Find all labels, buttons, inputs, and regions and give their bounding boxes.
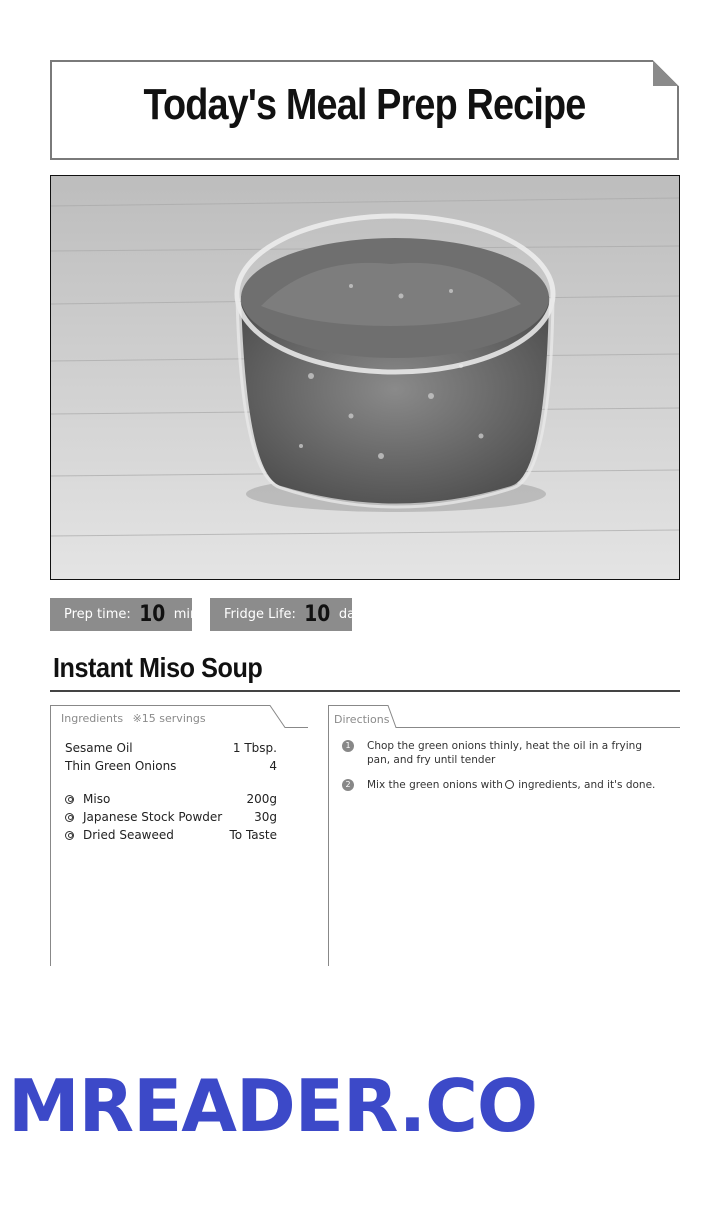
step-text: ingredients, and it's done. <box>518 779 656 791</box>
ingredient-name: Sesame Oil <box>65 741 133 755</box>
ingredients-tab <box>61 712 206 725</box>
watermark: MREADER.CO <box>8 1064 538 1148</box>
ingredient-amount: 30g <box>254 810 277 824</box>
ingredient-name: Dried Seaweed <box>83 828 174 842</box>
title-banner <box>50 60 679 160</box>
ingredient-amount: To Taste <box>229 828 277 842</box>
ingredient-row <box>65 759 277 773</box>
prep-time-label: Prep time: <box>64 607 131 622</box>
double-circle-icon <box>65 795 74 804</box>
direction-step <box>342 739 662 767</box>
ingredient-row <box>65 828 277 842</box>
ingredient-name: Japanese Stock Powder <box>83 810 223 824</box>
ingredients-label: Ingredients <box>61 712 124 725</box>
ingredient-name: Thin Green Onions <box>65 759 177 773</box>
step-number: 1 <box>342 740 354 752</box>
folded-corner <box>653 60 679 86</box>
step-text: Chop the green onions thinly, heat the oil in a frying pan, and fry until tender <box>367 740 642 766</box>
page-title: Today's Meal Prep Recipe <box>143 80 586 129</box>
ingredient-row <box>65 741 277 755</box>
divider <box>50 690 680 692</box>
ingredient-row <box>65 810 277 824</box>
prep-time-unit: min <box>173 607 199 622</box>
servings-label: ※15 servings <box>132 712 206 725</box>
direction-step <box>342 778 662 792</box>
double-circle-icon <box>65 831 74 840</box>
recipe-name: Instant Miso Soup <box>53 652 263 683</box>
recipe-photo <box>50 175 680 580</box>
ingredient-amount: 4 <box>269 759 277 773</box>
prep-time-badge <box>50 598 199 631</box>
fridge-life-badge <box>210 598 370 631</box>
prep-time-value: 10 <box>139 602 166 627</box>
step-text: Mix the green onions with <box>367 779 503 791</box>
ingredient-amount: 200g <box>246 792 277 806</box>
ingredient-name: Miso <box>83 792 111 806</box>
ingredient-row <box>65 792 277 806</box>
directions-tab: Directions <box>334 713 390 726</box>
fridge-life-label: Fridge Life: <box>224 607 296 622</box>
fridge-life-unit: days <box>338 607 370 622</box>
ingredient-amount: 1 Tbsp. <box>232 741 277 755</box>
fridge-life-value: 10 <box>304 602 331 627</box>
ingredients-panel-border <box>50 706 51 966</box>
directions-panel-border <box>328 706 329 966</box>
step-number: 2 <box>342 779 354 791</box>
double-circle-icon <box>65 813 74 822</box>
double-circle-icon <box>505 780 514 789</box>
